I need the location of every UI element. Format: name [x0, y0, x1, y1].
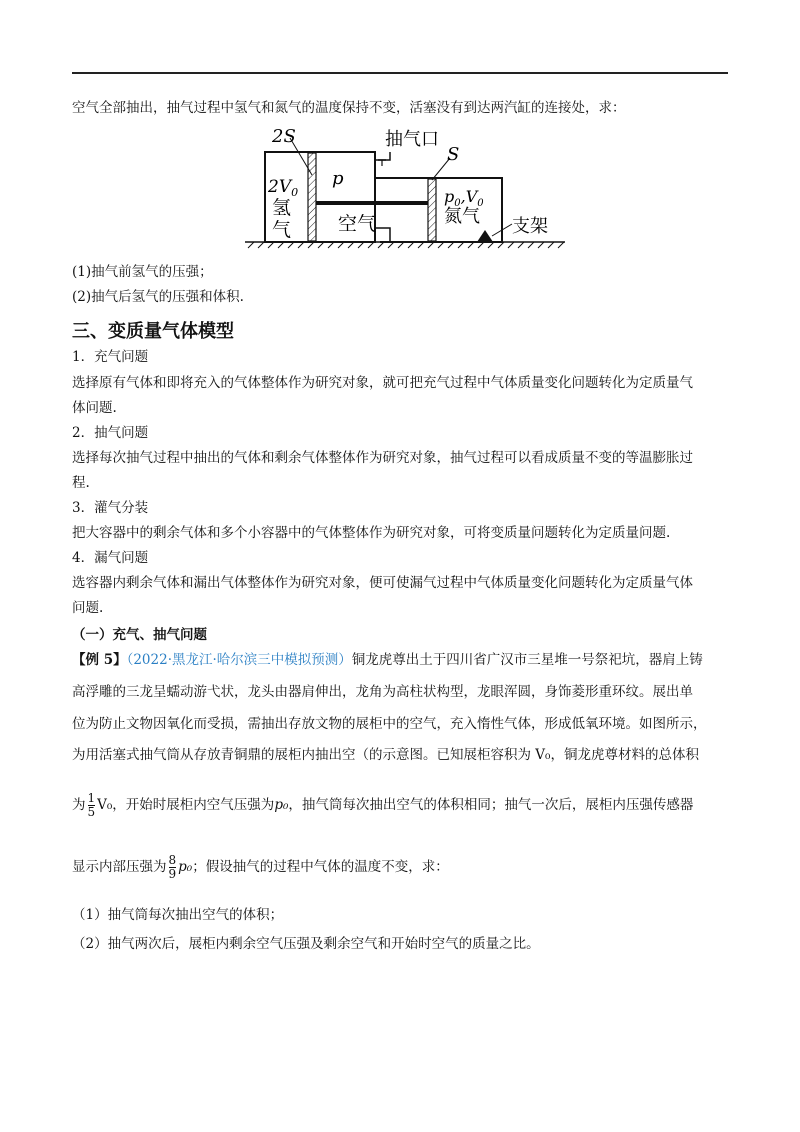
example-line-5: 为 $\frac{1}{5}$ V₀，开始时展柜内空气压强为p₀，抽气筒每次抽出空气的体积相同；抽气一次后，展柜内压强传感器 [72, 791, 694, 819]
question-1: (1)抽气前氢气的压强； [72, 264, 213, 280]
label-support: 支架 [512, 216, 548, 237]
example-line-1-text: 铜龙虎尊出土于四川省广汉市三星堆一号祭祀坑，器肩上铸 [351, 652, 703, 668]
item-1-title: 1．充气问题 [72, 349, 149, 365]
small-piston [428, 179, 436, 241]
pump-outlet [375, 152, 390, 160]
label-nitrogen: 氮气 [444, 206, 480, 227]
item-1-text-cont: 体问题. [72, 400, 117, 416]
label-2V0: $2V_0$ [268, 177, 299, 199]
label-hydrogen-2: 气 [272, 219, 292, 241]
example-question-1: （1）抽气筒每次抽出空气的体积； [72, 907, 284, 923]
fraction-eight-ninths: $\frac{8}{9}$ [168, 853, 177, 881]
label-p0V0: $p_0,V_0$ [444, 187, 484, 209]
label-2S: 2S [272, 126, 296, 147]
label-hydrogen-1: 氢 [272, 197, 292, 219]
label-pump-outlet: 抽气口 [385, 129, 439, 150]
intro-line: 空气全部抽出，抽气过程中氢气和氮气的温度保持不变，活塞没有到达两汽缸的连接处，求： [72, 100, 626, 116]
example-line-3: 位为防止文物因氧化而受损，需抽出存放文物的展柜中的空气，充入惰性气体，形成低氧环境。如图所示， [72, 716, 707, 732]
fraction-one-fifth: $\frac{1}{5}$ [87, 791, 96, 819]
example-line-6: 显示内部压强为 $\frac{8}{9}$ p₀；假设抽气的过程中气体的温度不变，求： [72, 853, 449, 881]
item-2-text-cont: 程. [72, 475, 90, 491]
label-p: p [332, 168, 344, 189]
item-2-title: 2．抽气问题 [72, 425, 149, 441]
example-line-4: 为用活塞式抽气筒从存放青铜鼎的展柜内抽出空（的示意图。已知展柜容积为 V₀，铜龙虎尊材料的总体积 [72, 747, 699, 763]
label-S: S [447, 144, 460, 165]
cylinder-diagram [240, 120, 570, 255]
example-tag: 【例 5】 [72, 652, 127, 668]
item-3-title: 3．灌气分装 [72, 500, 149, 516]
large-piston [308, 153, 316, 241]
subsection-title: （一）充气、抽气问题 [72, 627, 207, 643]
example-question-2: （2）抽气两次后，展柜内剩余空气压强及剩余空气和开始时空气的质量之比。 [72, 936, 540, 952]
small-cylinder [375, 178, 502, 242]
item-4-text-cont: 问题. [72, 600, 104, 616]
section-title: 三、变质量气体模型 [72, 321, 234, 342]
example-line-2: 高浮雕的三龙呈蠕动游弋状，龙头由器肩伸出，龙角为高柱状构型，龙眼浑圆，身饰菱形重环纹。展出单 [72, 684, 693, 700]
item-2-text: 选择每次抽气过程中抽出的气体和剩余气体整体作为研究对象，抽气过程可以看成质量不变的等温膨胀过 [72, 450, 693, 466]
support-triangle [477, 230, 493, 242]
item-4-text: 选容器内剩余气体和漏出气体整体作为研究对象，便可使漏气过程中气体质量变化问题转化为定质量气体 [72, 575, 693, 591]
item-1-text: 选择原有气体和即将充入的气体整体作为研究对象，就可把充气过程中气体质量变化问题转化为定质量气 [72, 375, 693, 391]
question-2: (2)抽气后氢气的压强和体积. [72, 289, 244, 305]
example-line-1 [72, 650, 703, 670]
example-citation: （2022·黑龙江·哈尔滨三中模拟预测） [126, 652, 352, 668]
label-air: 空气 [338, 213, 377, 235]
top-rule [72, 72, 728, 74]
item-3-text: 把大容器中的剩余气体和多个小容器中的气体整体作为研究对象，可将变质量问题转化为定质量问题. [72, 525, 671, 541]
item-4-title: 4．漏气问题 [72, 550, 149, 566]
